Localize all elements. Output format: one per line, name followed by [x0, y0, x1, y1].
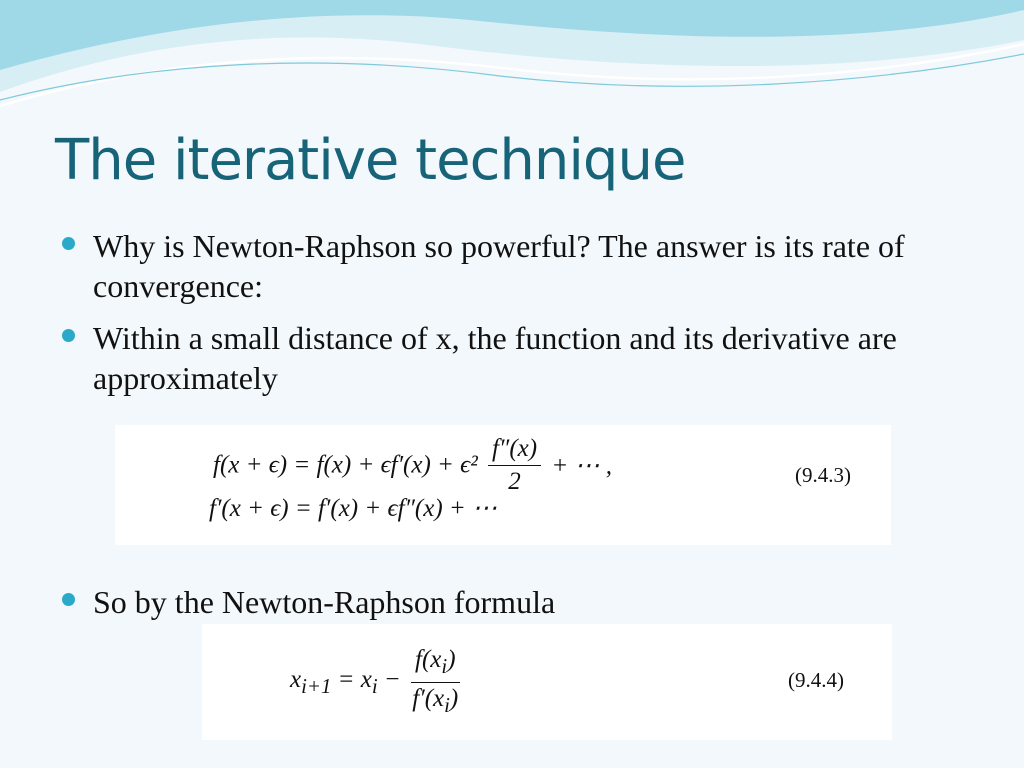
bullet-dot-icon — [62, 593, 75, 606]
bullet-item — [62, 582, 993, 622]
equation-line-1: f(x + ϵ) = f(x) + ϵf′(x) + ϵ² $\frac{f''(x)}{2}$ + ⋯ , — [213, 435, 612, 495]
equation-fraction: $\frac{f''(x)}{2}$ — [488, 435, 541, 496]
equation-fraction: $\frac{f(x_i)}{f'(x_i)}$ — [412, 646, 459, 717]
taylor-expansion-equation — [115, 425, 891, 545]
bullet-dot-icon — [62, 237, 75, 250]
bullet-text: Within a small distance of x, the function and its derivative are approximately — [93, 320, 897, 396]
bullet-item — [62, 226, 962, 306]
slide-title: The iterative technique — [55, 128, 686, 193]
bullet-item — [62, 318, 962, 398]
header-wave-decoration — [0, 0, 1024, 130]
bullet-text: Why is Newton-Raphson so powerful? The answer is its rate of convergence: — [93, 228, 905, 304]
bullet-text: So by the Newton-Raphson formula — [93, 584, 556, 620]
newton-raphson-equation — [202, 624, 892, 740]
bullet-dot-icon — [62, 329, 75, 342]
bullet-list — [62, 226, 962, 398]
equation-line: $x_{i+1} = x_i$ − $\frac{f(x_i)}{f'(x_i)}$ — [290, 646, 459, 717]
equation-line-2: f′(x + ϵ) = f′(x) + ϵf″(x) + ⋯ — [209, 495, 498, 522]
equation-number: (9.4.3) — [795, 463, 851, 487]
equation-number: (9.4.4) — [788, 668, 844, 692]
